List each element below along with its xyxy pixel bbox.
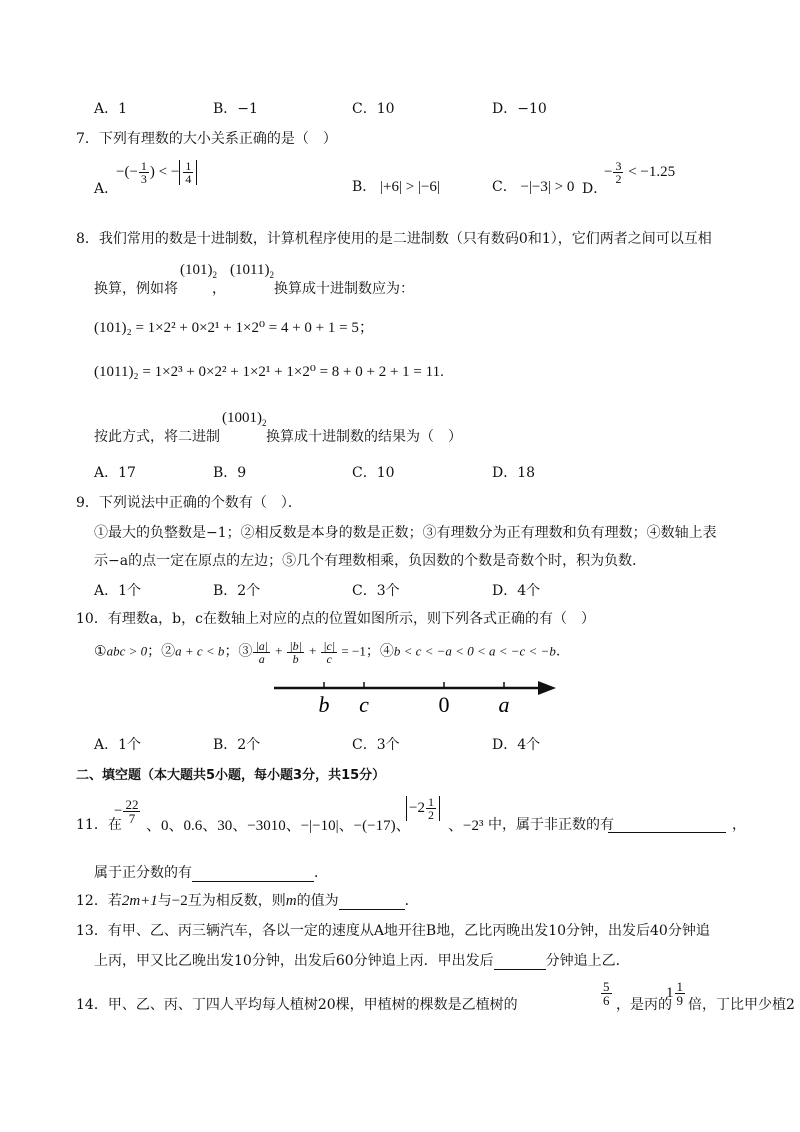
q6-option-a: A．1	[94, 101, 128, 117]
q9-option-c: C．3个	[352, 583, 400, 599]
q11-blank-1[interactable]	[608, 816, 726, 833]
q12: 12．若2m+1与−2互为相反数，则m的值为 ．	[76, 893, 419, 909]
q9-statements-line2: 示−a的点一定在原点的左边；⑤几个有理数相乘，负因数的个数是奇数个时，积为负数．	[94, 553, 647, 569]
q11-blank-2[interactable]	[192, 865, 314, 882]
section-title: 二、填空题（本大题共5小题，每小题3分，共15分）	[76, 768, 386, 783]
q10-statements: ①abc > 0；②a + c < b；③ $\frac{|a|}{a}$ + $\frac{|b|}{b}$ + $\frac{|c|}{c}$ = −1；④b < c < −a < 0 < a < −c < −b.	[94, 639, 561, 666]
q8-option-b: B．9	[213, 465, 247, 481]
q12-blank[interactable]	[339, 893, 405, 910]
number-line-label-c: c	[359, 692, 369, 717]
q11-line2: 属于正分数的有 ．	[94, 865, 328, 881]
q9-option-a: A．1个	[94, 583, 142, 599]
q6-option-d: D．−10	[492, 101, 547, 117]
q9-stem: 9．下列说法中正确的个数有（ ）．	[76, 495, 302, 511]
q10-stem: 10．有理数a，b，c在数轴上对应的点的位置如图所示，则下列各式正确的有（ ）	[76, 611, 595, 627]
q9-option-b: B．2个	[213, 583, 261, 599]
q9-option-d: D．4个	[492, 583, 541, 599]
q8-option-a: A．17	[94, 465, 136, 481]
q8-line5: 按此方式，将二进制 $(1001)_2$ 换算成十进制数的结果为（ ）	[94, 410, 462, 445]
q13-line2: 上丙，甲又比乙晚出发10分钟，出发后60分钟追上丙．甲出发后 分钟追上乙．	[94, 953, 630, 969]
number-line-label-b: b	[318, 692, 330, 717]
q9-statements-line1: ①最大的负整数是−1；②相反数是本身的数是正数；③有理数分为正有理数和负有理数；④数轴上表	[94, 525, 717, 541]
q6-option-b: B．−1	[213, 101, 258, 117]
number-line-label-a: a	[498, 692, 510, 717]
q10-option-a: A．1个	[94, 737, 142, 753]
number-line-arrow	[538, 681, 556, 695]
q10-option-d: D．4个	[492, 737, 541, 753]
q8-line1: 8．我们常用的数是十进制数，计算机程序使用的是二进制数（只有数码0和1），它们两者之间可以互相	[76, 231, 712, 247]
q8-line2: 换算，例如将 $(101)_2$ ， $(1011)_2$ 换算成十进制数应为：	[94, 262, 414, 297]
number-line-label-0: 0	[438, 692, 450, 717]
q14: 14．甲、乙、丙、丁四人平均每人植树20棵，甲植树的棵数是乙植树的 $\frac{5}{6}$ ，是丙的 1 $\frac{1}{9}$ 倍，丁比甲少植2	[76, 979, 795, 1013]
q7-option-c: C． −|−3| > 0	[492, 179, 575, 195]
q7-option-b: B． |+6| > |−6|	[352, 179, 440, 195]
q10-option-b: B．2个	[213, 737, 261, 753]
q10-option-c: C．3个	[352, 737, 400, 753]
number-line	[270, 676, 560, 722]
q13-blank[interactable]	[494, 953, 546, 970]
q8-option-c: C．10	[352, 465, 395, 481]
q8-equation-1: (101)₂ = 1×2² + 0×2¹ + 1×2⁰ = 4 + 0 + 1 = 5；	[94, 320, 374, 336]
q13-line1: 13．有甲、乙、丙三辆汽车，各以一定的速度从A地开往B地，乙比丙晚出发10分钟，出发后40分钟追	[76, 923, 710, 939]
q8-option-d: D．18	[492, 465, 536, 481]
q11-line1: 11．在 − $\frac{22}{7}$ 、0、0.6、30、−3010、−|−10|、−(−17)、 −2 $\frac{1}{2}$ 、−2³ 中，属于非正数的有 ，	[76, 795, 746, 834]
q8-equation-2: (1011)₂ = 1×2³ + 0×2² + 1×2¹ + 1×2⁰ = 8 + 0 + 2 + 1 = 11.	[94, 364, 444, 380]
q6-option-c: C．10	[352, 101, 395, 117]
q7-stem: 7．下列有理数的大小关系正确的是（ ）	[76, 131, 337, 147]
